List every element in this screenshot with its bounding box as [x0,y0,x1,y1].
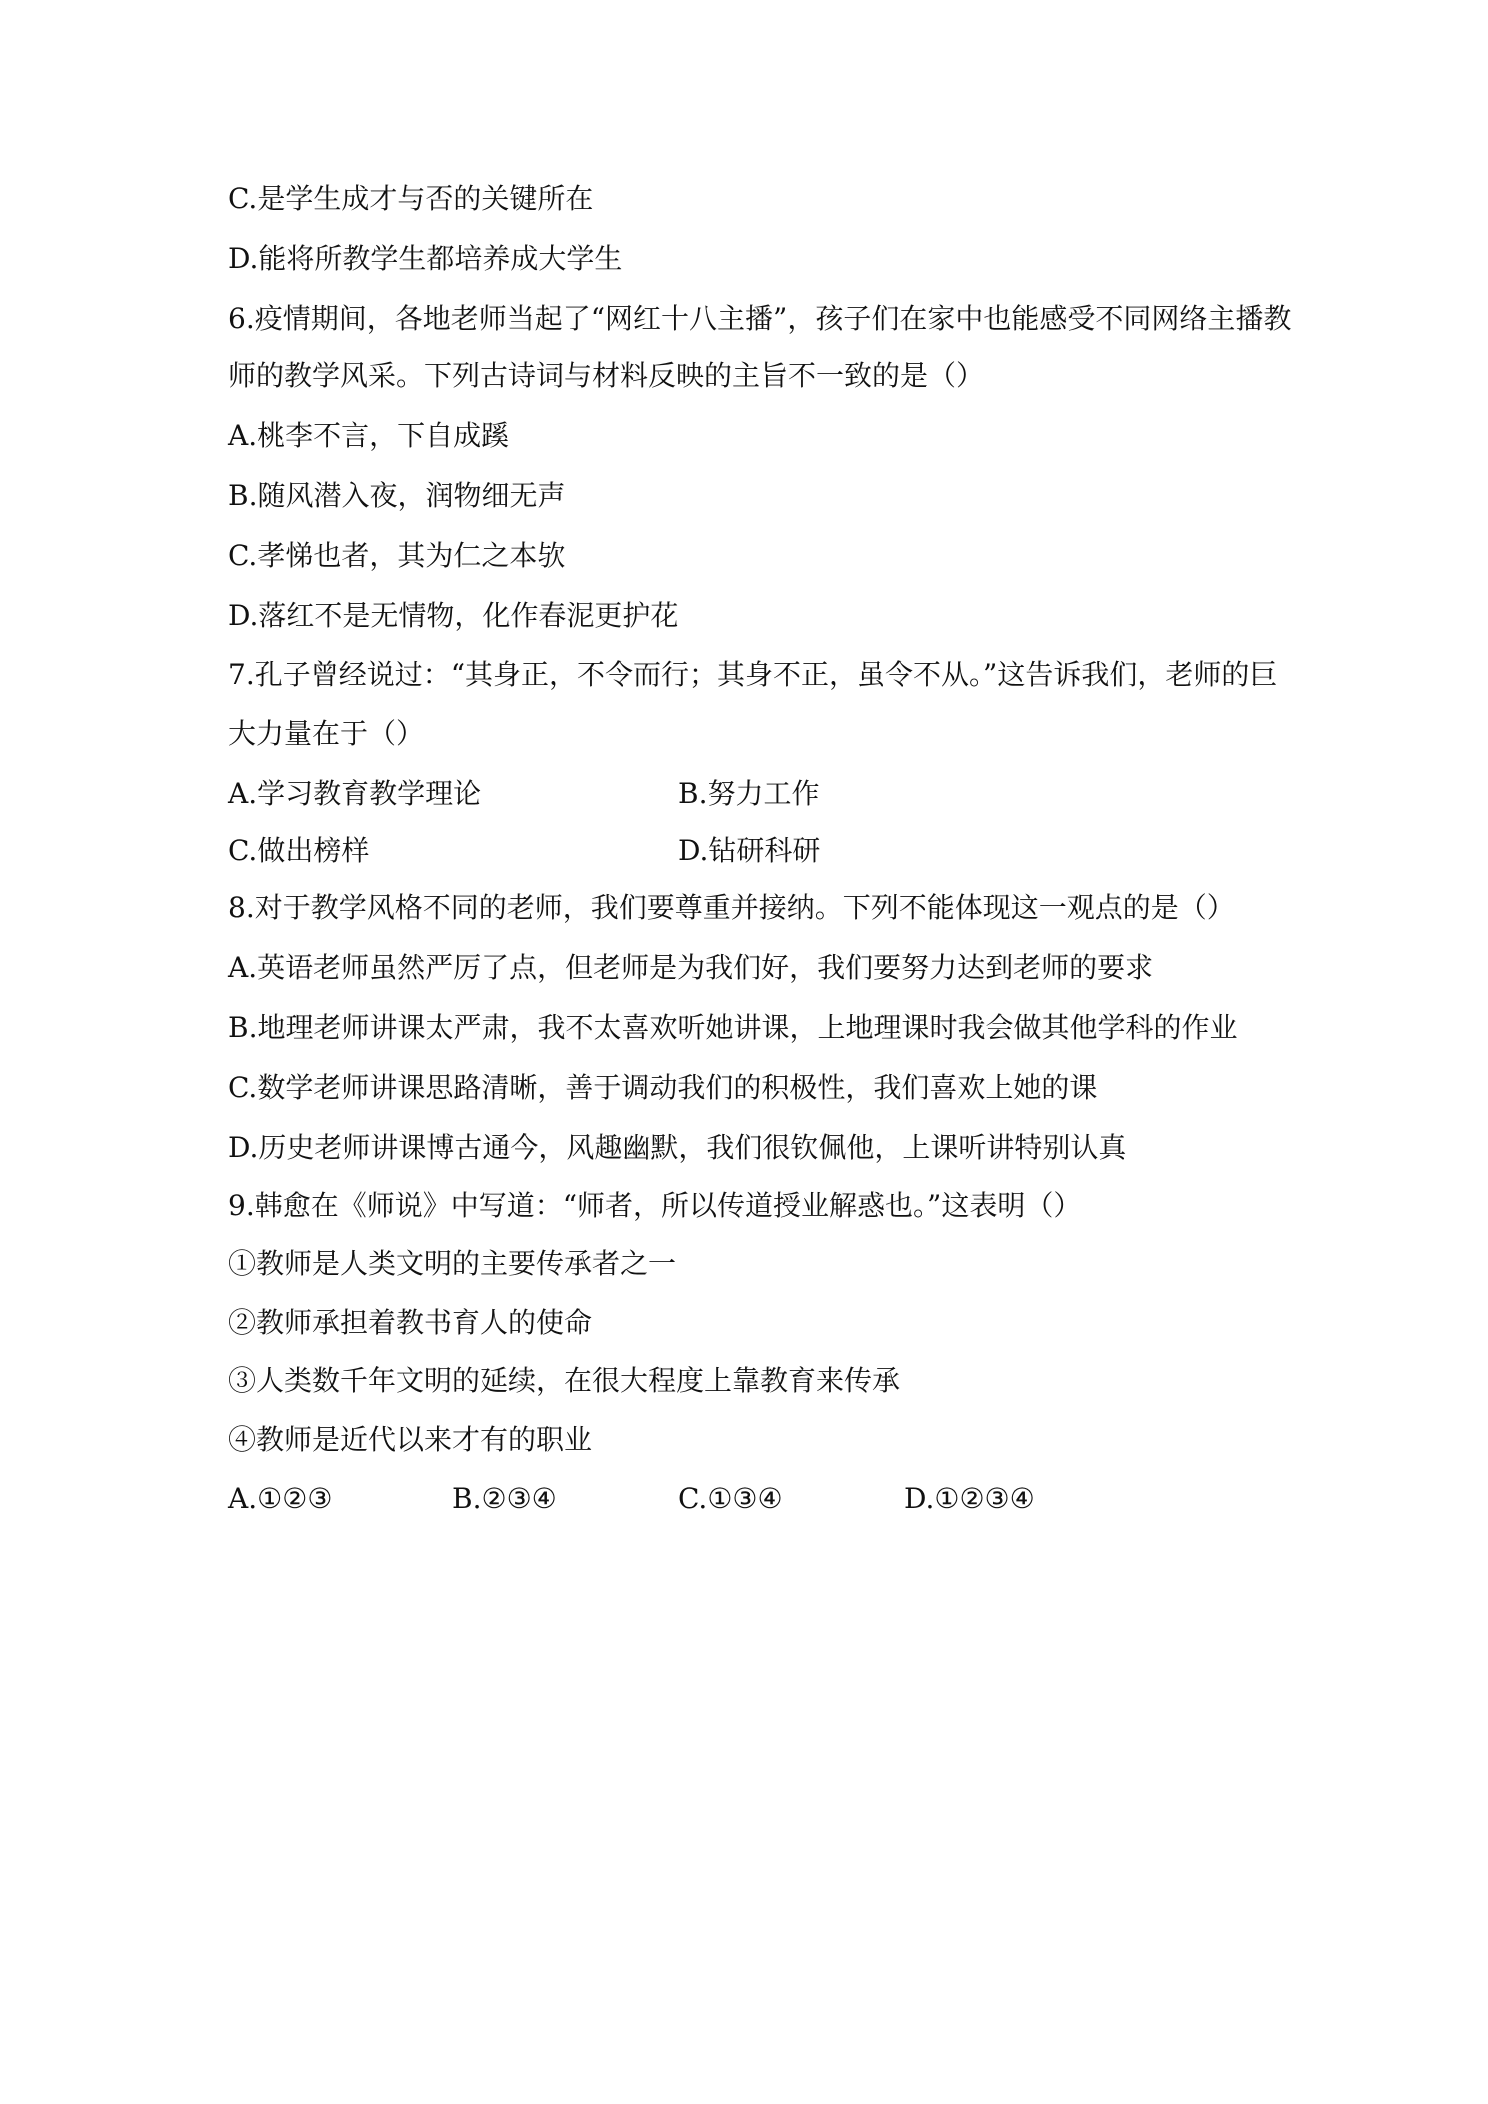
q6-option-c: C.孝悌也者，其为仁之本欤 [228,539,566,572]
q7-option-c: C.做出榜样 [228,834,370,867]
q6-stem-line2: 师的教学风采。下列古诗词与材料反映的主旨不一致的是（） [228,359,985,392]
q6-option-a: A.桃李不言，下自成蹊 [228,419,510,452]
q8-stem: 8.对于教学风格不同的老师，我们要尊重并接纳。下列不能体现这一观点的是（） [228,891,1235,924]
q9-stem: 9.韩愈在《师说》中写道：“师者，所以传道授业解惑也。”这表明（） [228,1189,1082,1222]
q7-stem-line1: 7.孔子曾经说过：“其身正，不令而行；其身不正，虽令不从。”这告诉我们，老师的巨 [228,658,1278,691]
q7-option-d: D.钻研科研 [678,834,821,867]
q9-statement-3: ③人类数千年文明的延续，在很大程度上靠教育来传承 [228,1364,901,1397]
q5-option-d: D.能将所教学生都培养成大学生 [228,242,623,275]
q7-option-b: B.努力工作 [678,777,820,810]
q9-statement-4: ④教师是近代以来才有的职业 [228,1423,593,1456]
q9-statement-2: ②教师承担着教书育人的使命 [228,1306,593,1339]
q9-option-b: B.②③④ [452,1482,557,1515]
q8-option-a: A.英语老师虽然严厉了点，但老师是为我们好，我们要努力达到老师的要求 [228,951,1154,984]
q8-option-b: B.地理老师讲课太严肃，我不太喜欢听她讲课，上地理课时我会做其他学科的作业 [228,1011,1238,1044]
q6-option-d: D.落红不是无情物，化作春泥更护花 [228,599,679,632]
q9-option-d: D.①②③④ [904,1482,1035,1515]
q9-option-a: A.①②③ [228,1482,333,1515]
q9-option-c: C.①③④ [678,1482,783,1515]
q6-option-b: B.随风潜入夜，润物细无声 [228,479,566,512]
q8-option-c: C.数学老师讲课思路清晰，善于调动我们的积极性，我们喜欢上她的课 [228,1071,1098,1104]
q9-statement-1: ①教师是人类文明的主要传承者之一 [228,1247,677,1280]
q7-stem-line2: 大力量在于（） [228,717,425,750]
q7-option-a: A.学习教育教学理论 [228,777,482,810]
q5-option-c: C.是学生成才与否的关键所在 [228,182,594,215]
q6-stem-line1: 6.疫情期间，各地老师当起了“网红十八主播”，孩子们在家中也能感受不同网络主播教 [228,302,1292,335]
q8-option-d: D.历史老师讲课博古通今，风趣幽默，我们很钦佩他，上课听讲特别认真 [228,1131,1127,1164]
